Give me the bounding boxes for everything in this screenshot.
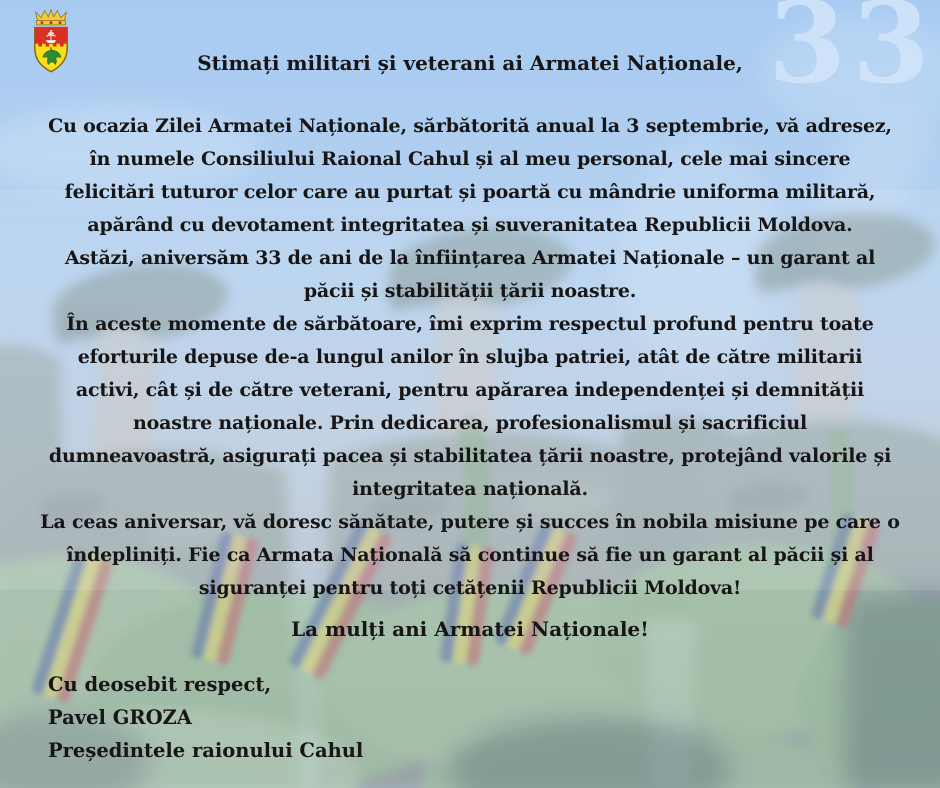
body-line: în numele Consiliului Raional Cahul și al meu personal, cele mai sincere bbox=[89, 148, 851, 170]
paragraph-3 bbox=[0, 506, 940, 605]
body-line: noastre naționale. Prin dedicarea, profesionalismul și sacrificiul bbox=[133, 412, 807, 434]
salutation-heading: Stimați militari și veterani ai Armatei Naționale, bbox=[197, 51, 743, 75]
paragraph-1 bbox=[0, 110, 940, 308]
closing-wish: La mulți ani Armatei Naționale! bbox=[291, 617, 649, 641]
body-line: eforturile depuse de-a lungul anilor în slujba patriei, atât de către militarii bbox=[77, 346, 863, 368]
signature-title: Președintele raionului Cahul bbox=[48, 739, 364, 762]
signature-name: Pavel GROZA bbox=[48, 706, 192, 729]
body-line: Cu ocazia Zilei Armatei Naționale, sărbătorită anual la 3 septembrie, vă adresez, bbox=[48, 115, 892, 137]
body-line: păcii și stabilității țării noastre. bbox=[303, 280, 637, 302]
body-line: apărând cu devotament integritatea și suveranitatea Republicii Moldova. bbox=[87, 214, 853, 236]
anniversary-33-watermark: 33 bbox=[768, 0, 936, 109]
body-line: siguranței pentru toți cetățenii Republicii Moldova! bbox=[198, 577, 742, 599]
signature-respect: Cu deosebit respect, bbox=[48, 673, 272, 696]
body-line: La ceas aniversar, vă doresc sănătate, putere și succes în nobila misiune pe care o bbox=[40, 511, 900, 533]
body-line: Astăzi, aniversăm 33 de ani de la înființarea Armatei Naționale – un garant al bbox=[64, 247, 876, 269]
body-line: activi, cât și de către veterani, pentru apărarea independenței și demnității bbox=[75, 379, 865, 401]
signature-block bbox=[48, 668, 940, 767]
body-line: dumneavoastră, asigurați pacea și stabilitatea țării noastre, protejând valorile și bbox=[48, 445, 892, 467]
body-line: felicitări tuturor celor care au purtat și poartă cu mândrie uniforma militară, bbox=[64, 181, 876, 203]
body-line: îndepliniți. Fie ca Armata Națională să continue să fie un garant al păcii și al bbox=[66, 544, 874, 566]
body-line: integritatea națională. bbox=[352, 478, 588, 500]
body-line: În aceste momente de sărbătoare, îmi exprim respectul profund pentru toate bbox=[66, 313, 874, 335]
paragraph-2 bbox=[0, 308, 940, 506]
